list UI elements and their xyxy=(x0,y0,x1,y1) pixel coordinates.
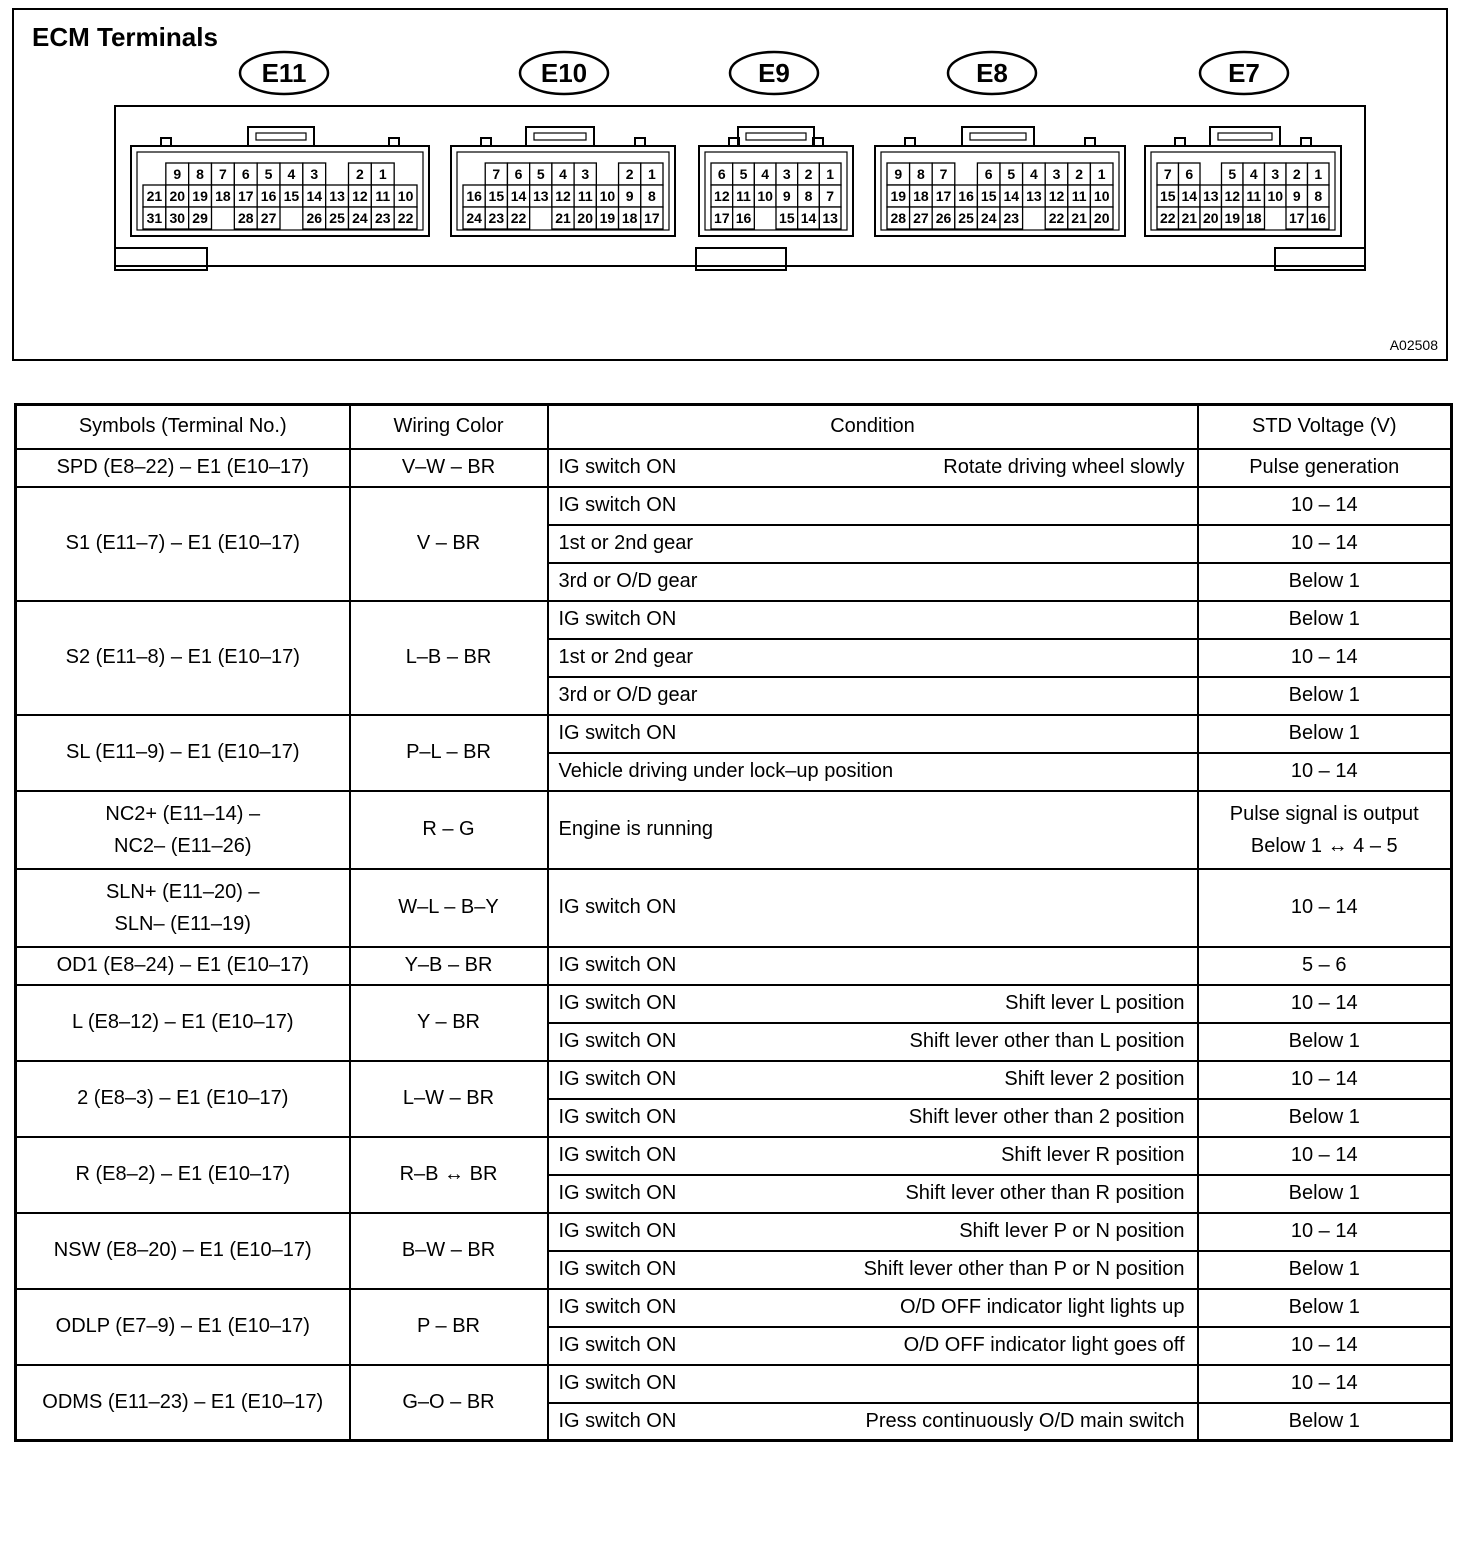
terminal-pin-number: 21 xyxy=(1071,210,1087,226)
terminal-pin-number: 2 xyxy=(804,166,813,182)
connector-label-e11: E11 xyxy=(261,58,307,88)
terminal-symbol: SL (E11–9) – E1 (E10–17) xyxy=(16,715,350,791)
std-voltage: Below 1 xyxy=(1198,1289,1452,1327)
connector-key xyxy=(1301,138,1311,146)
condition-cell xyxy=(548,1061,1198,1099)
terminal-spec-table xyxy=(14,403,1453,1442)
terminal-pin-number: 24 xyxy=(980,210,997,226)
terminal-pin-number: 18 xyxy=(913,188,929,204)
connector-label-e8: E8 xyxy=(976,58,1008,88)
table-row xyxy=(16,985,1452,1023)
header-std-voltage: STD Voltage (V) xyxy=(1198,405,1452,449)
condition-text: IG switch ON xyxy=(558,494,677,516)
std-voltage: Below 1 xyxy=(1198,1023,1452,1061)
condition-detail: Shift lever 2 position xyxy=(1004,1068,1185,1090)
terminal-pin-number: 5 xyxy=(536,166,545,182)
std-voltage: 10 – 14 xyxy=(1198,1327,1452,1365)
condition-text: IG switch ON xyxy=(558,456,677,478)
wiring-color: R–B ↔ BR xyxy=(350,1137,548,1213)
terminal-symbol: R (E8–2) – E1 (E10–17) xyxy=(16,1137,350,1213)
condition-text: IG switch ON xyxy=(558,1182,677,1204)
connector-key xyxy=(1085,138,1095,146)
terminal-pin-number: 3 xyxy=(581,166,590,182)
terminal-pin-number: 13 xyxy=(532,188,549,204)
terminal-pin-number: 5 xyxy=(739,166,748,182)
terminal-symbol: S2 (E11–8) – E1 (E10–17) xyxy=(16,601,350,715)
table-header-row xyxy=(16,405,1452,449)
condition-text: 1st or 2nd gear xyxy=(558,532,694,554)
terminal-pin-number: 27 xyxy=(260,210,277,226)
condition-text: IG switch ON xyxy=(558,1409,677,1432)
connector-lock-slot xyxy=(970,133,1026,140)
terminal-pin-number: 12 xyxy=(1048,188,1065,204)
terminal-pin-number: 6 xyxy=(241,166,250,182)
terminal-pin-number: 1 xyxy=(378,166,387,182)
table-row xyxy=(16,1137,1452,1175)
std-voltage-line: Below 1 ↔ 4 – 5 xyxy=(1250,834,1398,857)
condition-detail: Shift lever other than R position xyxy=(905,1182,1185,1204)
condition-cell xyxy=(548,1175,1198,1213)
connector-lock-slot xyxy=(746,133,806,140)
std-voltage: Below 1 xyxy=(1198,1403,1452,1441)
terminal-pin-number: 9 xyxy=(625,188,634,204)
terminal-symbol: NSW (E8–20) – E1 (E10–17) xyxy=(16,1213,350,1289)
std-voltage: 10 – 14 xyxy=(1198,753,1452,791)
terminal-pin-number: 8 xyxy=(647,188,656,204)
terminal-pin-number: 11 xyxy=(1246,188,1262,204)
header-wiring-color: Wiring Color xyxy=(350,405,548,449)
std-voltage: Pulse generation xyxy=(1198,449,1452,487)
terminal-symbol xyxy=(16,869,350,947)
std-voltage: Below 1 xyxy=(1198,1175,1452,1213)
header-symbols: Symbols (Terminal No.) xyxy=(16,405,350,449)
terminal-pin-number: 8 xyxy=(1314,188,1323,204)
terminal-pin-number: 22 xyxy=(510,210,527,226)
terminal-pin-number: 19 xyxy=(192,188,208,204)
terminal-pin-number: 10 xyxy=(1093,188,1110,204)
terminal-pin-number: 8 xyxy=(196,166,204,182)
wiring-color: Y–B – BR xyxy=(350,947,548,985)
wiring-color: P – BR xyxy=(350,1289,548,1365)
condition-cell xyxy=(548,1327,1198,1365)
connector-label-e9: E9 xyxy=(758,58,790,88)
std-voltage: Below 1 xyxy=(1198,1099,1452,1137)
terminal-pin-number: 11 xyxy=(577,188,593,204)
terminal-symbol: SPD (E8–22) – E1 (E10–17) xyxy=(16,449,350,487)
terminal-pin-number: 22 xyxy=(1159,210,1176,226)
terminal-pin-number: 14 xyxy=(510,188,527,204)
terminal-pin-number: 9 xyxy=(782,188,791,204)
terminal-pin-number: 29 xyxy=(192,210,208,226)
wiring-color: L–B – BR xyxy=(350,601,548,715)
terminal-pin-number: 24 xyxy=(466,210,482,226)
terminal-pin-number: 25 xyxy=(958,210,974,226)
condition-text: Vehicle driving under lock–up position xyxy=(558,760,894,782)
table-row xyxy=(16,1365,1452,1403)
connector-key xyxy=(635,138,645,146)
terminal-pin-number: 13 xyxy=(329,188,345,204)
terminal-pin-number: 20 xyxy=(1202,210,1219,226)
terminal-pin-number: 16 xyxy=(260,188,277,204)
terminal-pin-number: 3 xyxy=(1271,166,1280,182)
std-voltage xyxy=(1198,791,1452,869)
condition-text: IG switch ON xyxy=(558,1296,677,1318)
terminal-pin-number: 7 xyxy=(1163,166,1172,182)
condition-detail: Rotate driving wheel slowly xyxy=(943,456,1185,478)
terminal-pin-number: 5 xyxy=(264,166,273,182)
terminal-pin-number: 7 xyxy=(219,166,227,182)
wiring-color: G–O – BR xyxy=(350,1365,548,1441)
condition-cell xyxy=(548,525,1198,563)
terminal-pin-number: 4 xyxy=(559,166,567,182)
table-row xyxy=(16,487,1452,525)
connector-lock xyxy=(962,127,1034,146)
terminal-pin-number: 10 xyxy=(757,188,773,204)
terminal-pin-number: 18 xyxy=(215,188,231,204)
terminal-pin-number: 10 xyxy=(397,188,414,204)
std-voltage: Below 1 xyxy=(1198,677,1452,715)
condition-cell xyxy=(548,947,1198,985)
condition-text: IG switch ON xyxy=(558,1144,677,1166)
condition-cell xyxy=(548,869,1198,947)
std-voltage: 10 – 14 xyxy=(1198,985,1452,1023)
terminal-pin-number: 20 xyxy=(1093,210,1110,226)
connector-lock xyxy=(526,127,594,146)
terminal-pin-number: 2 xyxy=(1075,166,1083,182)
terminal-pin-number: 16 xyxy=(466,188,482,204)
std-voltage: 5 – 6 xyxy=(1198,947,1452,985)
connector-lock-slot xyxy=(1218,133,1272,140)
terminal-pin-number: 12 xyxy=(1224,188,1241,204)
terminal-pin-number: 9 xyxy=(894,166,903,182)
terminal-pin-number: 6 xyxy=(984,166,993,182)
connector-label-e10: E10 xyxy=(540,58,588,88)
terminal-pin-number: 13 xyxy=(1026,188,1042,204)
terminal-pin-number: 20 xyxy=(577,210,594,226)
condition-text: IG switch ON xyxy=(558,1258,677,1280)
terminal-pin-number: 21 xyxy=(146,188,163,204)
terminal-symbol: OD1 (E8–24) – E1 (E10–17) xyxy=(16,947,350,985)
connector-lock xyxy=(1210,127,1280,146)
terminal-pin-number: 1 xyxy=(1314,166,1323,182)
condition-cell xyxy=(548,753,1198,791)
condition-cell xyxy=(548,1403,1198,1441)
condition-cell xyxy=(548,449,1198,487)
table-row xyxy=(16,601,1452,639)
table-row xyxy=(16,1061,1452,1099)
terminal-pin-number: 13 xyxy=(822,210,838,226)
std-voltage: Below 1 xyxy=(1198,1251,1452,1289)
std-voltage: 10 – 14 xyxy=(1198,487,1452,525)
condition-text: Engine is running xyxy=(558,818,714,840)
terminal-pin-number: 15 xyxy=(1159,188,1176,204)
condition-cell xyxy=(548,715,1198,753)
condition-text: IG switch ON xyxy=(558,896,677,918)
header-condition: Condition xyxy=(548,405,1198,449)
terminal-symbol: ODLP (E7–9) – E1 (E10–17) xyxy=(16,1289,350,1365)
connector-key xyxy=(905,138,915,146)
wiring-color: V–W – BR xyxy=(350,449,548,487)
terminal-pin-number: 6 xyxy=(717,166,726,182)
terminal-pin-number: 15 xyxy=(779,210,795,226)
condition-text: IG switch ON xyxy=(558,1106,677,1128)
terminal-symbol-line: NC2+ (E11–14) – xyxy=(105,802,261,825)
terminal-symbol: L (E8–12) – E1 (E10–17) xyxy=(16,985,350,1061)
std-voltage: 10 – 14 xyxy=(1198,1137,1452,1175)
condition-text: IG switch ON xyxy=(558,954,677,976)
terminal-pin-number: 4 xyxy=(1249,166,1258,182)
terminal-pin-number: 11 xyxy=(1071,188,1087,204)
terminal-symbol: S1 (E11–7) – E1 (E10–17) xyxy=(16,487,350,601)
terminal-pin-number: 23 xyxy=(488,210,505,226)
terminal-pin-number: 23 xyxy=(1003,210,1020,226)
condition-cell xyxy=(548,1365,1198,1403)
wiring-color: P–L – BR xyxy=(350,715,548,791)
terminal-pin-number: 3 xyxy=(1052,166,1061,182)
condition-text: IG switch ON xyxy=(558,722,677,744)
condition-cell xyxy=(548,791,1198,869)
table-row xyxy=(16,947,1452,985)
terminal-pin-number: 15 xyxy=(283,188,300,204)
figure-id: A02508 xyxy=(1389,337,1438,353)
terminal-pin-number: 6 xyxy=(1185,166,1194,182)
std-voltage: 10 – 14 xyxy=(1198,1061,1452,1099)
condition-text: IG switch ON xyxy=(558,1068,677,1090)
condition-cell xyxy=(548,985,1198,1023)
terminal-pin-number: 15 xyxy=(980,188,997,204)
terminal-pin-number: 19 xyxy=(890,188,907,204)
terminal-pin-number: 19 xyxy=(599,210,616,226)
terminal-pin-number: 20 xyxy=(169,188,186,204)
condition-text: IG switch ON xyxy=(558,608,677,630)
connector-key xyxy=(389,138,399,146)
condition-cell xyxy=(548,1137,1198,1175)
connector-lock xyxy=(248,127,314,146)
std-voltage: Below 1 xyxy=(1198,715,1452,753)
table-row xyxy=(16,1289,1452,1327)
terminal-pin-number: 4 xyxy=(761,166,770,182)
terminal-pin-number: 17 xyxy=(644,210,660,226)
terminal-pin-number: 3 xyxy=(782,166,791,182)
wiring-color: L–W – BR xyxy=(350,1061,548,1137)
terminal-pin-number: 21 xyxy=(555,210,571,226)
terminal-pin-number: 4 xyxy=(1030,166,1038,182)
std-voltage: 10 – 14 xyxy=(1198,639,1452,677)
terminal-pin-number: 1 xyxy=(647,166,656,182)
condition-detail: Shift lever other than P or N position xyxy=(863,1258,1185,1280)
connector-label-e7: E7 xyxy=(1228,58,1260,88)
terminal-symbol-line: SLN+ (E11–20) – xyxy=(105,880,260,903)
terminal-pin-number: 3 xyxy=(310,166,319,182)
terminal-pin-number: 17 xyxy=(1288,210,1305,226)
terminal-pin-number: 18 xyxy=(1245,210,1262,226)
terminal-pin-number: 10 xyxy=(1267,188,1284,204)
std-voltage: 10 – 14 xyxy=(1198,1213,1452,1251)
terminal-pin-number: 2 xyxy=(1292,166,1301,182)
std-voltage: 10 – 14 xyxy=(1198,869,1452,947)
ecm-terminals-diagram xyxy=(12,8,1448,361)
condition-detail: O/D OFF indicator light lights up xyxy=(899,1296,1185,1318)
connector-key xyxy=(161,138,171,146)
condition-cell xyxy=(548,1251,1198,1289)
terminal-symbol-line: SLN– (E11–19) xyxy=(114,912,251,935)
table-row xyxy=(16,791,1452,869)
connector-key xyxy=(481,138,491,146)
std-voltage: 10 – 14 xyxy=(1198,1365,1452,1403)
terminal-pin-number: 2 xyxy=(625,166,634,182)
terminal-pin-number: 10 xyxy=(599,188,616,204)
terminal-symbol: 2 (E8–3) – E1 (E10–17) xyxy=(16,1061,350,1137)
condition-cell xyxy=(548,677,1198,715)
condition-detail: O/D OFF indicator light goes off xyxy=(903,1334,1185,1356)
connector-lock-slot xyxy=(534,133,586,140)
terminal-pin-number: 11 xyxy=(375,188,391,204)
connector-lock xyxy=(738,127,814,146)
condition-cell xyxy=(548,1289,1198,1327)
diagram-title: ECM Terminals xyxy=(32,22,218,52)
condition-detail: Shift lever P or N position xyxy=(959,1220,1185,1242)
table-row xyxy=(16,1213,1452,1251)
table-row xyxy=(16,449,1452,487)
terminal-pin-number: 28 xyxy=(890,210,907,226)
condition-cell xyxy=(548,601,1198,639)
condition-detail: Shift lever L position xyxy=(1005,992,1185,1014)
condition-text: IG switch ON xyxy=(558,1372,677,1394)
terminal-pin-number: 17 xyxy=(935,188,952,204)
terminal-pin-number: 31 xyxy=(146,210,163,226)
terminal-pin-number: 17 xyxy=(714,210,730,226)
std-voltage: Below 1 xyxy=(1198,601,1452,639)
terminal-pin-number: 14 xyxy=(1181,188,1198,204)
wiring-color: V – BR xyxy=(350,487,548,601)
condition-text: IG switch ON xyxy=(558,992,677,1014)
std-voltage: 10 – 14 xyxy=(1198,525,1452,563)
terminal-pin-number: 22 xyxy=(397,210,414,226)
condition-detail: Shift lever other than L position xyxy=(909,1030,1185,1052)
condition-text: IG switch ON xyxy=(558,1030,677,1052)
std-voltage: Below 1 xyxy=(1198,563,1452,601)
terminal-pin-number: 22 xyxy=(1048,210,1065,226)
terminal-pin-number: 14 xyxy=(800,210,817,226)
table-row xyxy=(16,869,1452,947)
terminal-pin-number: 5 xyxy=(1228,166,1237,182)
terminal-pin-number: 19 xyxy=(1224,210,1241,226)
condition-text: IG switch ON xyxy=(558,1334,677,1356)
wiring-color: W–L – B–Y xyxy=(350,869,548,947)
terminal-pin-number: 11 xyxy=(736,188,751,204)
terminal-pin-number: 2 xyxy=(356,166,364,182)
condition-cell xyxy=(548,1213,1198,1251)
connector-key xyxy=(1175,138,1185,146)
terminal-pin-number: 16 xyxy=(1310,210,1327,226)
terminal-pin-number: 12 xyxy=(714,188,730,204)
terminal-pin-number: 23 xyxy=(374,210,391,226)
terminal-pin-number: 28 xyxy=(237,210,254,226)
wiring-color: R – G xyxy=(350,791,548,869)
terminal-pin-number: 7 xyxy=(939,166,948,182)
terminal-pin-number: 6 xyxy=(514,166,523,182)
condition-detail: Shift lever R position xyxy=(1001,1144,1185,1166)
std-voltage-line: Pulse signal is output xyxy=(1229,802,1419,825)
wiring-color: B–W – BR xyxy=(350,1213,548,1289)
terminal-pin-number: 1 xyxy=(1097,166,1106,182)
condition-cell xyxy=(548,639,1198,677)
terminal-pin-number: 27 xyxy=(913,210,929,226)
terminal-symbol: ODMS (E11–23) – E1 (E10–17) xyxy=(16,1365,350,1441)
terminal-pin-number: 26 xyxy=(306,210,323,226)
terminal-pin-number: 5 xyxy=(1007,166,1016,182)
terminal-pin-number: 9 xyxy=(173,166,182,182)
condition-text: IG switch ON xyxy=(558,1220,677,1242)
terminal-pin-number: 4 xyxy=(287,166,296,182)
terminal-pin-number: 1 xyxy=(826,166,835,182)
condition-cell xyxy=(548,563,1198,601)
terminal-pin-number: 9 xyxy=(1292,188,1301,204)
terminal-pin-number: 12 xyxy=(555,188,571,204)
connector-drawing xyxy=(14,10,1446,359)
terminal-pin-number: 17 xyxy=(237,188,254,204)
terminal-pin-number: 16 xyxy=(735,210,752,226)
terminal-pin-number: 14 xyxy=(306,188,323,204)
terminal-pin-number: 7 xyxy=(492,166,501,182)
terminal-pin-number: 7 xyxy=(826,188,835,204)
terminal-pin-number: 8 xyxy=(917,166,925,182)
terminal-pin-number: 26 xyxy=(935,210,952,226)
connector-lock-slot xyxy=(256,133,306,140)
terminal-pin-number: 8 xyxy=(804,188,813,204)
terminal-symbol xyxy=(16,791,350,869)
condition-detail: Press continuously O/D main switch xyxy=(865,1409,1185,1432)
terminal-pin-number: 15 xyxy=(488,188,505,204)
terminal-pin-number: 13 xyxy=(1202,188,1219,204)
condition-cell xyxy=(548,1023,1198,1061)
terminal-pin-number: 30 xyxy=(169,210,186,226)
terminal-pin-number: 24 xyxy=(352,210,368,226)
terminal-pin-number: 25 xyxy=(329,210,345,226)
terminal-pin-number: 12 xyxy=(352,188,368,204)
terminal-symbol-line: NC2– (E11–26) xyxy=(114,834,252,857)
terminal-pin-number: 16 xyxy=(958,188,974,204)
condition-cell xyxy=(548,1099,1198,1137)
condition-cell xyxy=(548,487,1198,525)
condition-text: 3rd or O/D gear xyxy=(558,684,698,706)
table-row xyxy=(16,715,1452,753)
condition-detail: Shift lever other than 2 position xyxy=(908,1106,1185,1128)
condition-text: 1st or 2nd gear xyxy=(558,646,694,668)
wiring-color: Y – BR xyxy=(350,985,548,1061)
condition-text: 3rd or O/D gear xyxy=(558,570,698,592)
terminal-pin-number: 21 xyxy=(1181,210,1198,226)
terminal-pin-number: 18 xyxy=(621,210,638,226)
terminal-pin-number: 14 xyxy=(1003,188,1020,204)
